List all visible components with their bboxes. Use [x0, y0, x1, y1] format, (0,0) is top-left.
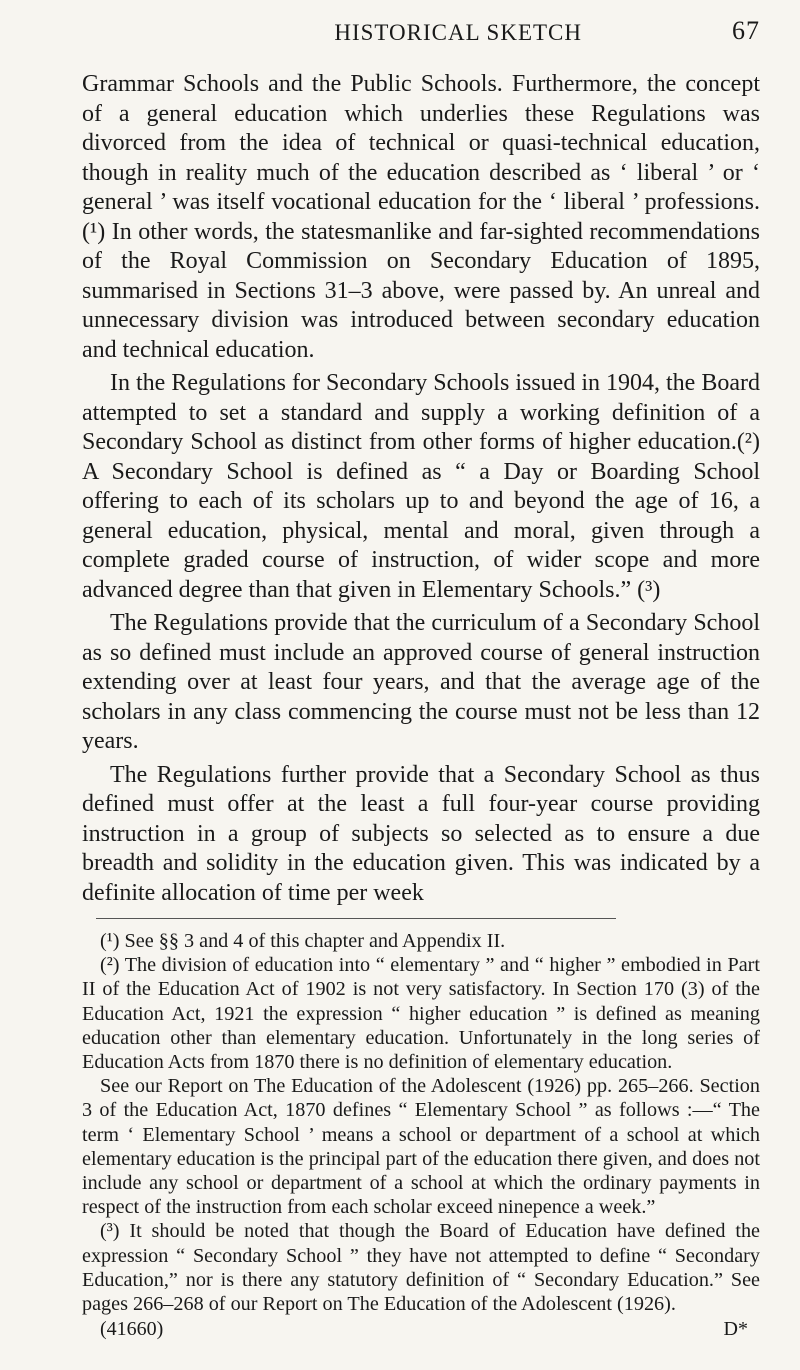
footnote: (¹) See §§ 3 and 4 of this chapter and Appendix II.	[100, 930, 506, 952]
footnote: (²) The division of education into “ elementary ” and “ higher ” embodied in Part II of the Education Act of 1902 is not very satisfactory. In Section 170 (3) of the Education Act, 1921 the expression “ higher education ” is defined as meaning education other than elementary education. Unfortunately in the long series of Education Acts from 1870 there is no definition of elementary education.	[82, 954, 760, 1074]
paragraph: The Regulations further provide that a Secondary School as thus defined must offer at the least a full four-year course providing instruction in a group of subjects so selected as to ensure a due breadth and solidity in the education given. This was indicated by a definite allocation of time per week	[82, 761, 760, 906]
footnote-divider	[96, 918, 616, 919]
footnote: (³) It should be noted that though the Board of Education have defined the expression “ Secondary School ” they have not attempted to define “ Secondary Education,” nor is there any statutory definition of “ Secondary Education.” See pages 266–268 of our Report on The Education of the Adolescent (1926).	[82, 1220, 760, 1316]
footnote: See our Report on The Education of the Adolescent (1926) pp. 265–266. Section 3 of the Education Act, 1870 defines “ Elementary School ” as follows :—“ The term ‘ Elementary School ’ means a school or department of a school at which elementary education is the principal part of the education there given, and does not include any school or department of a school at which the ordinary payments in respect of the instruction from each scholar exceed ninepence a week.”	[82, 1075, 760, 1219]
paragraph: The Regulations provide that the curriculum of a Secondary School as so defined must include an approved course of general instruction extending over at least four years, and that the average age of the scholars in any class commencing the course must not be less than 12 years.	[82, 610, 760, 754]
page-number: 67	[732, 16, 760, 45]
print-code: (41660)	[100, 1318, 164, 1341]
running-title: HISTORICAL SKETCH	[334, 20, 582, 45]
signature-mark: D*	[723, 1318, 748, 1341]
running-header	[82, 0, 760, 46]
paragraph: In the Regulations for Secondary Schools issued in 1904, the Board attempted to set a standard and supply a working definition of a Secondary School as distinct from other forms of higher education.(²) A Secondary School is defined as “ a Day or Boarding School offering to each of its scholars up to and beyond the age of 16, a general education, physical, mental and moral, given through a complete graded course of instruction, of wider scope and more advanced degree than that given in Elementary Schools.” (³)	[82, 370, 760, 603]
paragraph: Grammar Schools and the Public Schools. Furthermore, the concept of a general education which underlies these Regulations was divorced from the idea of technical or quasi-technical education, though in reality much of the education described as ‘ liberal ’ or ‘ general ’ was itself vocational education for the ‘ liberal ’ professions.(¹) In other words, the statesmanlike and far-sighted recommendations of the Royal Commission on Secondary Education of 1895, summarised in Sections 31–3 above, were passed by. An unreal and unnecessary division was introduced between secondary education and technical education.	[82, 71, 760, 363]
footnotes	[82, 929, 760, 1316]
body-text	[82, 70, 760, 908]
page-footer	[82, 1318, 760, 1341]
